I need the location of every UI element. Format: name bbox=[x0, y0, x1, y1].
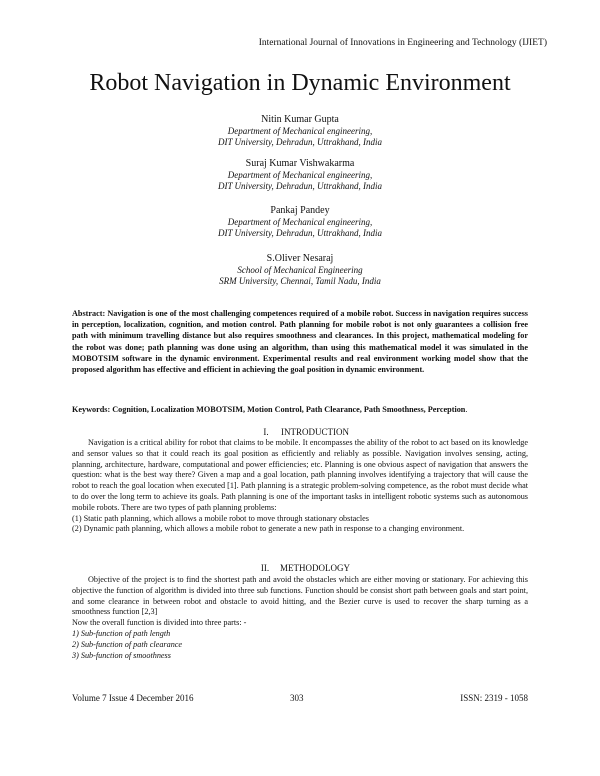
introduction-body bbox=[72, 438, 528, 535]
author-block-1 bbox=[0, 113, 600, 148]
paper-title: Robot Navigation in Dynamic Environment bbox=[89, 70, 511, 96]
author-university: DIT University, Dehradun, Uttrakhand, India bbox=[217, 181, 383, 191]
author-university: DIT University, Dehradun, Uttrakhand, India bbox=[217, 228, 383, 238]
section-heading-introduction bbox=[0, 427, 600, 437]
author-name: Suraj Kumar Vishwakarma bbox=[245, 158, 355, 169]
abstract: Abstract: Navigation is one of the most challenging competences required of a mobile robot. Success in navigation requires success in perception, localization, cognition, and motion control. Path planning for mobile robot is not only guarantees a collision free path with minimum travelling distance but also requires smoothness and clearances. In this project, mathematical modeling for the robot was done; path planning was done using an algorithm, than using this mathematical model it was simulated in the MOBOTSIM software in the dynamic environment. Experimental results and real environment working model show that the proposed algorithm has effective and efficient in achieving the goal position in dynamic environment. bbox=[72, 309, 528, 375]
footer-issn: ISSN: 2319 - 1058 bbox=[460, 693, 528, 703]
author-university: DIT University, Dehradun, Uttrakhand, India bbox=[217, 137, 383, 147]
author-block-2 bbox=[0, 157, 600, 192]
author-university: SRM University, Chennai, Tamil Nadu, India bbox=[219, 276, 381, 286]
author-department: Department of Mechanical engineering, bbox=[227, 126, 373, 136]
journal-header: International Journal of Innovations in Engineering and Technology (IJIET) bbox=[258, 38, 547, 48]
list-item: 1) Sub-function of path length bbox=[72, 628, 171, 638]
list-item: 2) Sub-function of path clearance bbox=[72, 639, 183, 649]
list-item: (1) Static path planning, which allows a mobile robot to move through stationary obstacles bbox=[72, 513, 369, 523]
section-number: I. bbox=[263, 427, 269, 437]
section-title: INTRODUCTION bbox=[281, 427, 349, 437]
methodology-body bbox=[72, 575, 528, 661]
list-item: 3) Sub-function of smoothness bbox=[72, 650, 171, 660]
author-name: Nitin Kumar Gupta bbox=[261, 114, 339, 125]
section-heading-methodology bbox=[0, 563, 600, 573]
author-department: Department of Mechanical engineering, bbox=[227, 217, 373, 227]
author-block-4 bbox=[0, 252, 600, 287]
author-name: S.Oliver Nesaraj bbox=[266, 253, 334, 264]
author-department: School of Mechanical Engineering bbox=[237, 265, 363, 275]
paragraph: Objective of the project is to find the shortest path and avoid the obstacles which are either moving or stationary. For achieving this objective the function of algorithm is divided into three sub functions. Function should be consist short path between goals and start point, and some clearance in between robot and obstacle to avoid hitting, and the Bezier curve is used to recover the sharp turning as a smoothness function [2,3] bbox=[72, 575, 528, 617]
footer-page-number: 303 bbox=[290, 693, 304, 703]
keywords bbox=[72, 405, 528, 414]
footer-volume: Volume 7 Issue 4 December 2016 bbox=[72, 693, 194, 703]
section-title: METHODOLOGY bbox=[280, 563, 350, 573]
author-department: Department of Mechanical engineering, bbox=[227, 170, 373, 180]
paragraph: Now the overall function is divided into three parts: - bbox=[72, 618, 247, 628]
section-number: II. bbox=[260, 563, 270, 573]
keywords-end: . bbox=[465, 405, 468, 414]
author-block-3 bbox=[0, 204, 600, 239]
paragraph: Navigation is a critical ability for robot that claims to be mobile. It encompasses the ability of the robot to act based on its knowledge and sensor values so that it could reach its goal position as efficiently and reliably as possible. Navigation involves sensing, acting, planning, architecture, hardware, computational and power efficiencies; etc. Planning is one obvious aspect of navigation that answers the question: what is the best way there? Given a map and a goal location, path planning involves identifying a trajectory that will cause the robot to reach the goal location when executed [1]. Path planning is a strategic problem-solving competence, as the robot must decide what to do over the long term to achieve its goals. Path planning is one of the important tasks in intelligent robotic systems such as autonomous mobile robots. There are two types of path planning problems: bbox=[72, 438, 528, 512]
list-item: (2) Dynamic path planning, which allows a mobile robot to generate a new path in response to a changing environment. bbox=[72, 524, 465, 534]
keywords-text: Keywords: Cognition, Localization MOBOTSIM, Motion Control, Path Clearance, Path Smoothness, Perception bbox=[72, 405, 466, 414]
author-name: Pankaj Pandey bbox=[270, 205, 330, 216]
